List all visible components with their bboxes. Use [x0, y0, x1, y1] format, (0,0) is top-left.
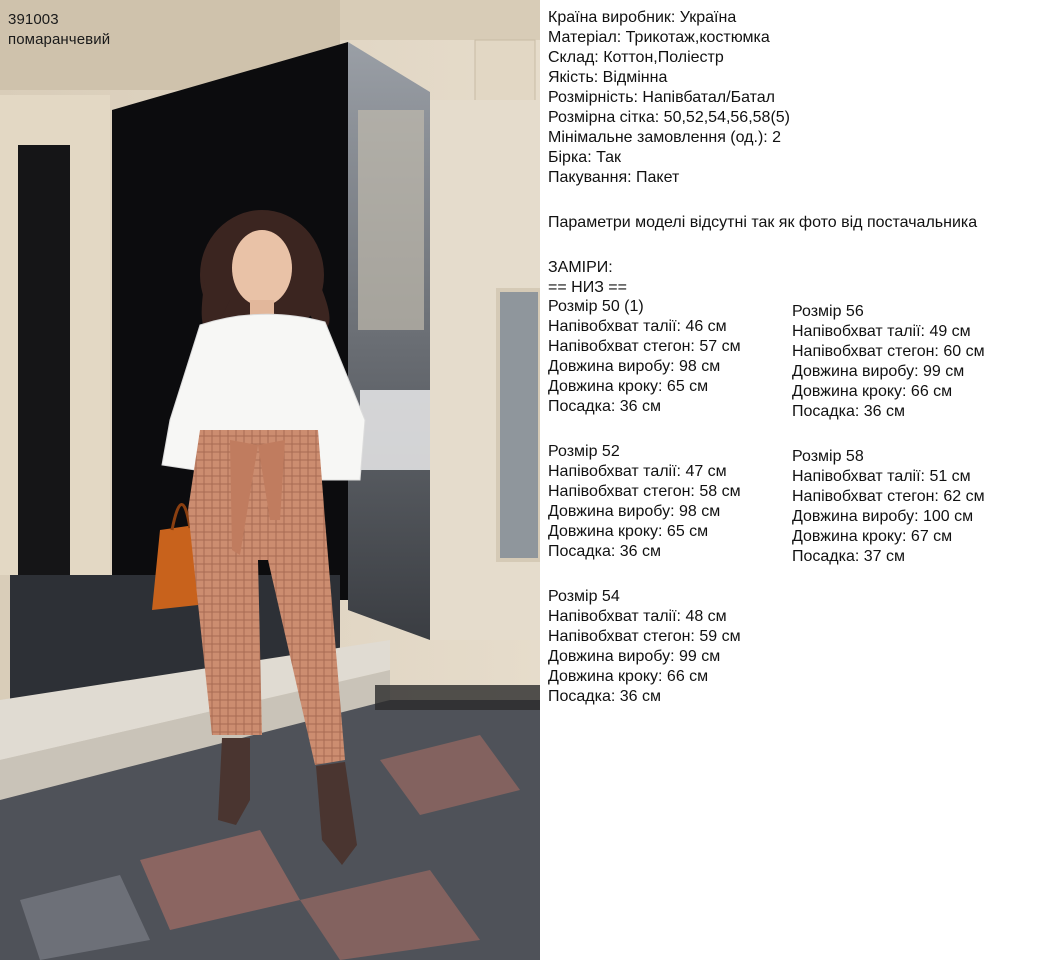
size-length: Довжина виробу: 100 см	[792, 508, 974, 525]
model-params-note: Параметри моделі відсутні так як фото від постачальника	[548, 214, 978, 231]
spec-size-grid: Розмірна сітка: 50,52,54,56,58(5)	[548, 109, 790, 126]
spec-tag: Бірка: Так	[548, 149, 622, 166]
product-specs	[548, 8, 1048, 188]
drain-grate	[375, 685, 540, 710]
size-hips: Напівобхват стегон: 62 см	[792, 488, 985, 505]
size-hips: Напівобхват стегон: 57 см	[548, 338, 741, 355]
spec-quality: Якість: Відмінна	[548, 69, 668, 86]
size-waist: Напівобхват талії: 49 см	[792, 323, 971, 340]
size-rise: Посадка: 36 см	[548, 688, 662, 705]
size-length: Довжина виробу: 98 см	[548, 503, 721, 520]
window	[498, 290, 540, 560]
measurements-title: ЗАМІРИ:	[548, 259, 613, 276]
spec-sizing: Розмірність: Напівбатал/Батал	[548, 89, 776, 106]
spec-min-order: Мінімальне замовлення (од.): 2	[548, 129, 782, 146]
measurements-subtitle: == НИЗ ==	[548, 279, 627, 296]
color-label: помаранчевий	[8, 31, 111, 48]
left-door	[18, 145, 70, 575]
size-length: Довжина виробу: 98 см	[548, 358, 721, 375]
size-length: Довжина виробу: 99 см	[548, 648, 721, 665]
size-block-54	[548, 587, 741, 707]
size-inseam: Довжина кроку: 66 см	[792, 383, 953, 400]
size-rise: Посадка: 36 см	[548, 398, 662, 415]
size-hips: Напівобхват стегон: 59 см	[548, 628, 741, 645]
size-block-56	[792, 302, 985, 422]
spec-composition: Склад: Коттон,Поліестр	[548, 49, 724, 66]
size-hips: Напівобхват стегон: 60 см	[792, 343, 985, 360]
size-title: Розмір 52	[548, 443, 620, 460]
measurements-header	[548, 258, 627, 298]
spec-packaging: Пакування: Пакет	[548, 169, 680, 186]
size-title: Розмір 58	[792, 448, 864, 465]
size-title: Розмір 56	[792, 303, 864, 320]
size-title: Розмір 54	[548, 588, 620, 605]
size-block-50	[548, 297, 741, 417]
size-block-52	[548, 442, 741, 562]
size-rise: Посадка: 36 см	[792, 403, 906, 420]
size-waist: Напівобхват талії: 51 см	[792, 468, 971, 485]
size-inseam: Довжина кроку: 65 см	[548, 523, 709, 540]
size-block-58	[792, 447, 985, 567]
spec-country: Країна виробник: Україна	[548, 9, 737, 26]
size-waist: Напівобхват талії: 48 см	[548, 608, 727, 625]
size-length: Довжина виробу: 99 см	[792, 363, 965, 380]
size-inseam: Довжина кроку: 65 см	[548, 378, 709, 395]
spec-material: Матеріал: Трикотаж,костюмка	[548, 29, 770, 46]
size-waist: Напівобхват талії: 46 см	[548, 318, 727, 335]
car-reflection	[360, 390, 430, 470]
size-rise: Посадка: 36 см	[548, 543, 662, 560]
size-rise: Посадка: 37 см	[792, 548, 906, 565]
size-title: Розмір 50 (1)	[548, 298, 644, 315]
size-hips: Напівобхват стегон: 58 см	[548, 483, 741, 500]
size-inseam: Довжина кроку: 66 см	[548, 668, 709, 685]
sku-label: 391003	[8, 11, 59, 28]
size-inseam: Довжина кроку: 67 см	[792, 528, 953, 545]
size-waist: Напівобхват талії: 47 см	[548, 463, 727, 480]
